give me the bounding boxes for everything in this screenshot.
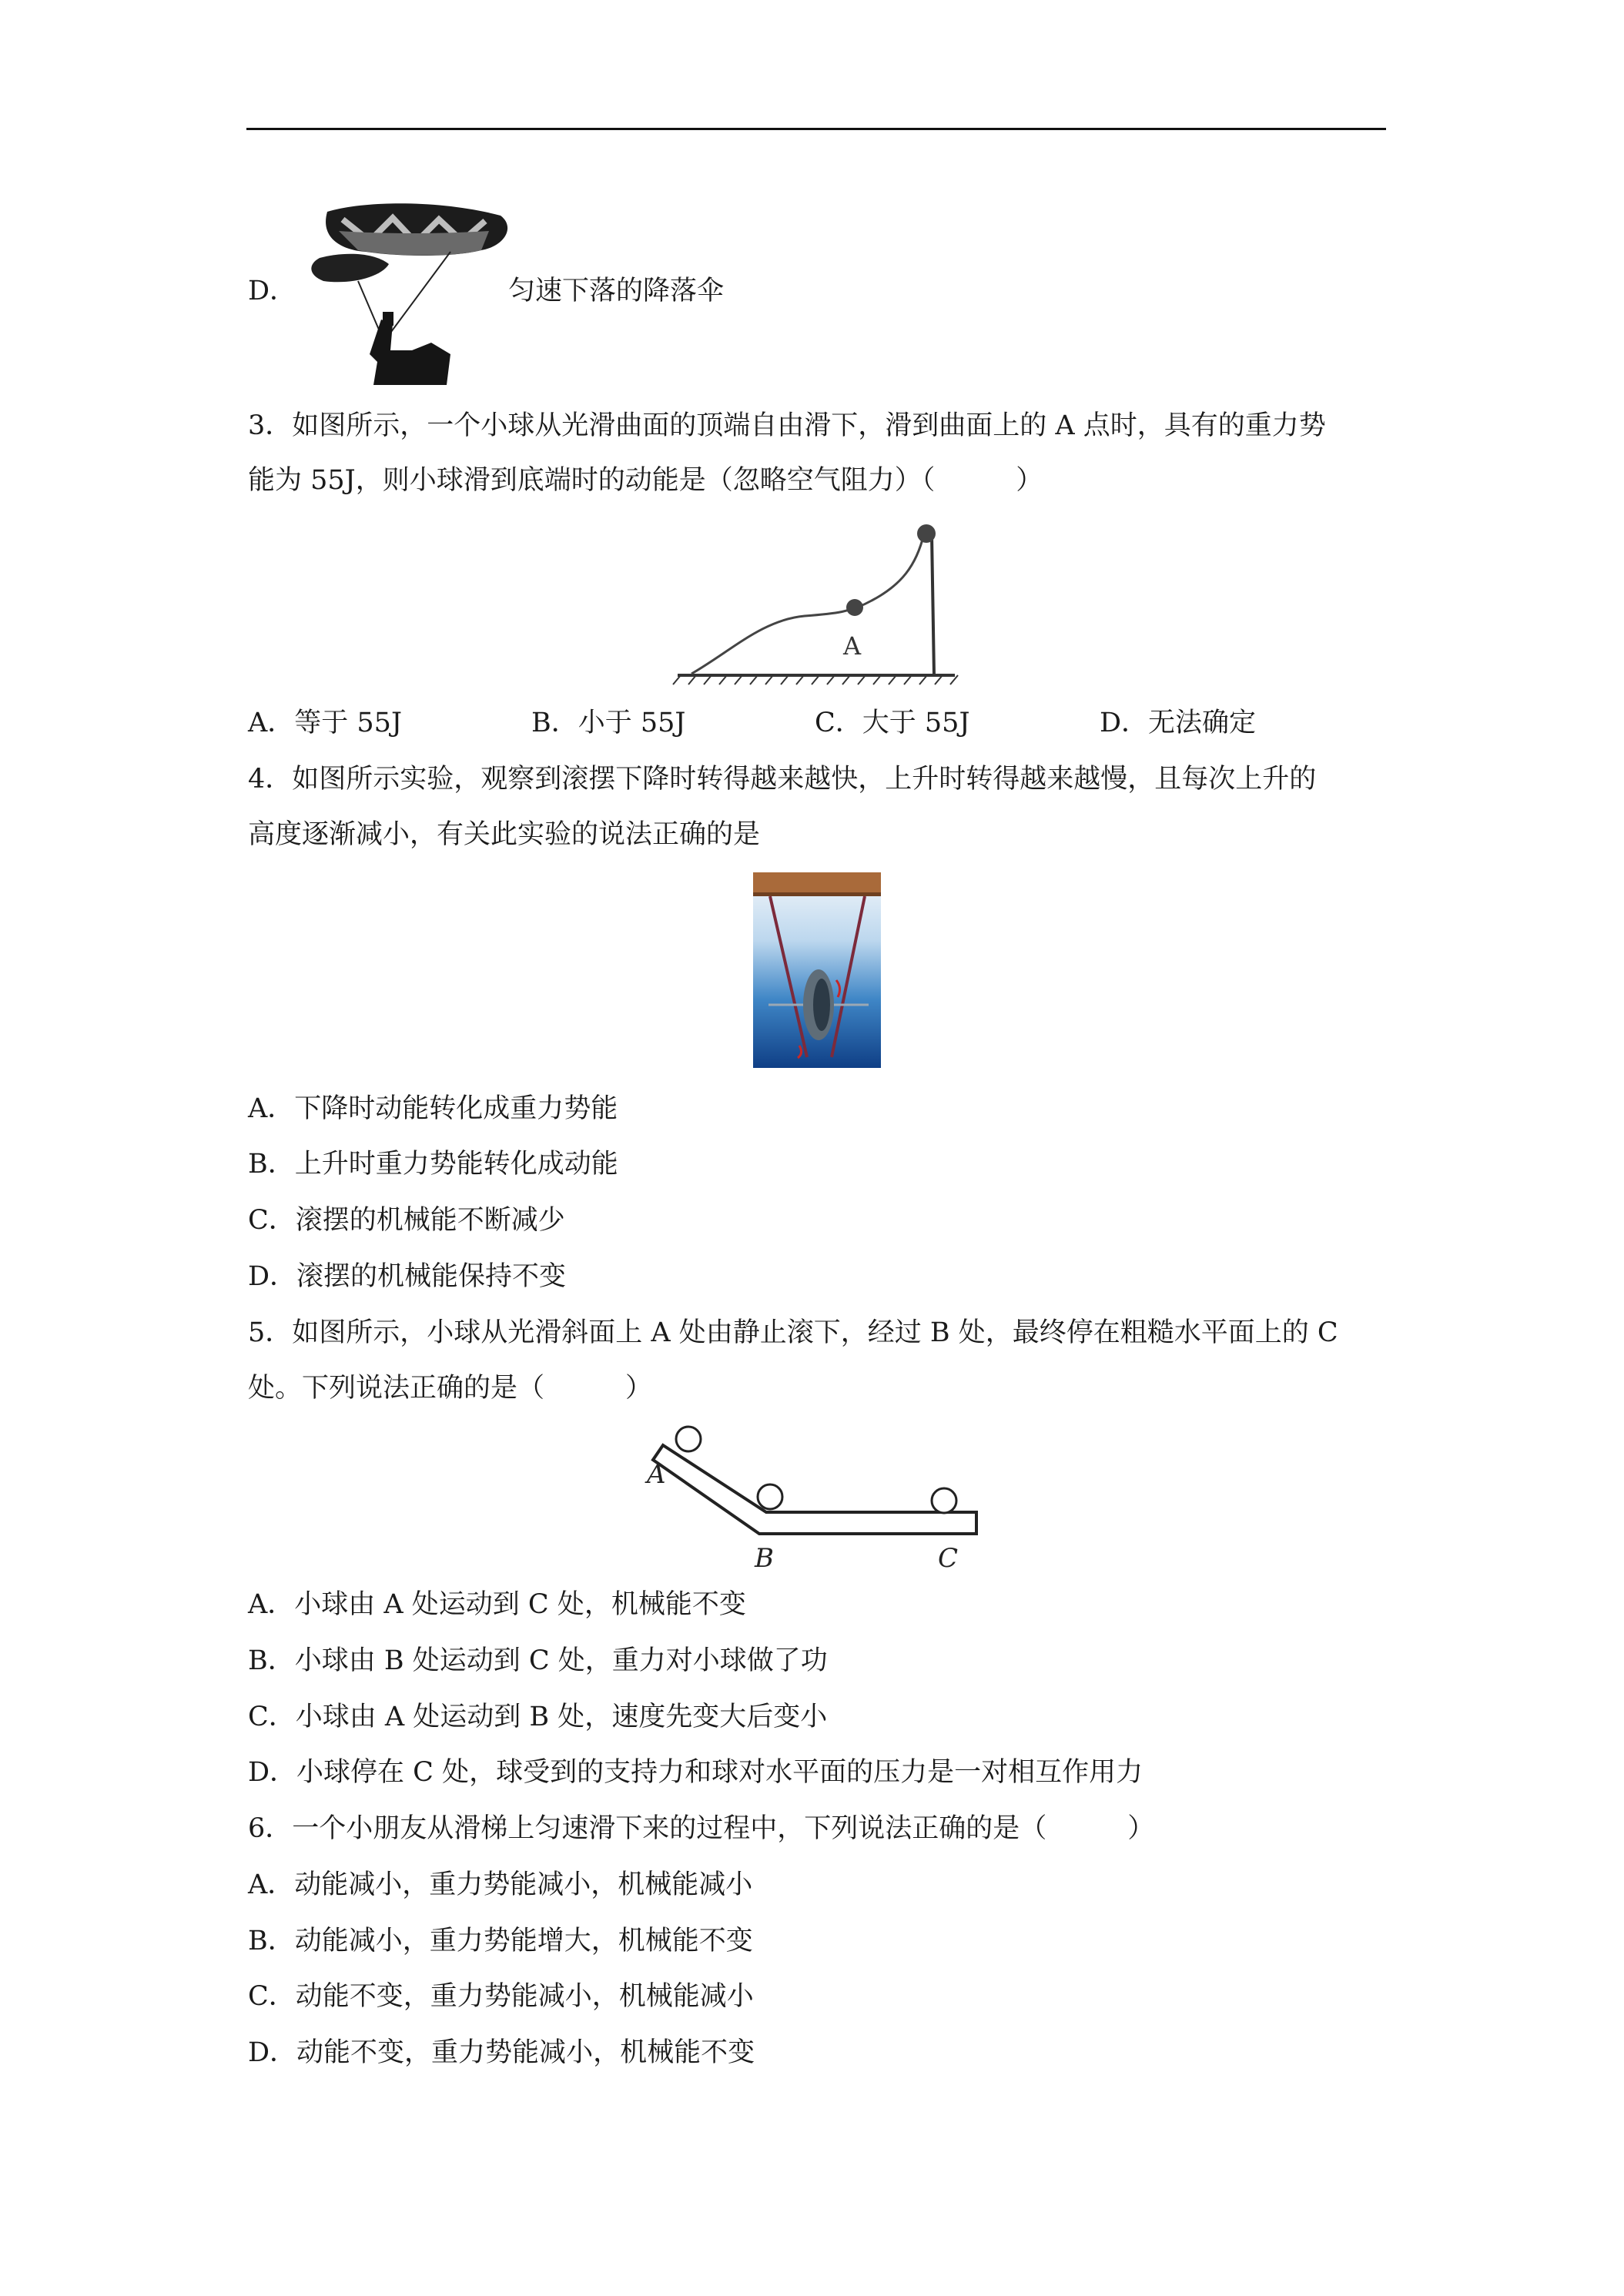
- q6-option-b: B．动能减小，重力势能增大，机械能不变: [248, 1926, 753, 1956]
- q4-option-a: A．下降时动能转化成重力势能: [248, 1093, 618, 1124]
- q3-option-d: D．无法确定: [1100, 708, 1257, 738]
- curved-slope-diagram: [670, 512, 963, 689]
- incline-ball-diagram: [638, 1417, 992, 1578]
- header-rule: [246, 128, 1386, 130]
- q2-option-d-letter: D．: [248, 276, 297, 306]
- q6-option-d: D．动能不变，重力势能减小，机械能不变: [248, 2037, 755, 2068]
- q4-option-b: B．上升时重力势能转化成动能: [248, 1149, 618, 1180]
- q3-option-b: B．小于 55J: [531, 708, 686, 738]
- q3-figure-label-a: A: [843, 631, 862, 661]
- q4-option-c: C．滚摆的机械能不断减少: [248, 1205, 565, 1236]
- maxwell-wheel-photo: [753, 872, 881, 1068]
- q3-option-a: A．等于 55J: [248, 708, 402, 738]
- q6-option-a: A．动能减小，重力势能减小，机械能减小: [248, 1869, 753, 1900]
- q5-stem-line1: 5．如图所示，小球从光滑斜面上 A 处由静止滚下，经过 B 处，最终停在粗糙水平面上的 C: [248, 1317, 1338, 1348]
- q2-option-d-text: 匀速下落的降落伞: [508, 276, 725, 306]
- q5-figure-label-b: B: [755, 1543, 774, 1574]
- q4-stem-line1: 4．如图所示实验，观察到滚摆下降时转得越来越快，上升时转得越来越慢，且每次上升的: [248, 764, 1317, 795]
- q5-option-b: B．小球由 B 处运动到 C 处，重力对小球做了功: [248, 1645, 828, 1676]
- q3-stem-line1: 3．如图所示，一个小球从光滑曲面的顶端自由滑下，滑到曲面上的 A 点时，具有的重力势: [248, 410, 1326, 441]
- q5-option-a: A．小球由 A 处运动到 C 处，机械能不变: [248, 1589, 746, 1620]
- q3-stem-line2: 能为 55J，则小球滑到底端时的动能是（忽略空气阻力）（ ）: [248, 465, 1043, 496]
- q6-option-c: C．动能不变，重力势能减小，机械能减小: [248, 1981, 754, 2012]
- q6-stem: 6．一个小朋友从滑梯上匀速滑下来的过程中，下列说法正确的是（ ）: [248, 1813, 1155, 1844]
- q5-option-d: D．小球停在 C 处，球受到的支持力和球对水平面的压力是一对相互作用力: [248, 1757, 1143, 1788]
- q5-option-c: C．小球由 A 处运动到 B 处，速度先变大后变小: [248, 1702, 828, 1732]
- q5-figure-label-c: C: [938, 1543, 959, 1574]
- q4-stem-line2: 高度逐渐减小，有关此实验的说法正确的是: [248, 819, 761, 850]
- parachute-image: [296, 196, 512, 389]
- q5-figure-label-a: A: [647, 1459, 666, 1490]
- q5-stem-line2: 处。下列说法正确的是（ ）: [248, 1373, 653, 1404]
- q3-option-c: C．大于 55J: [815, 708, 970, 738]
- q4-option-d: D．滚摆的机械能保持不变: [248, 1261, 567, 1292]
